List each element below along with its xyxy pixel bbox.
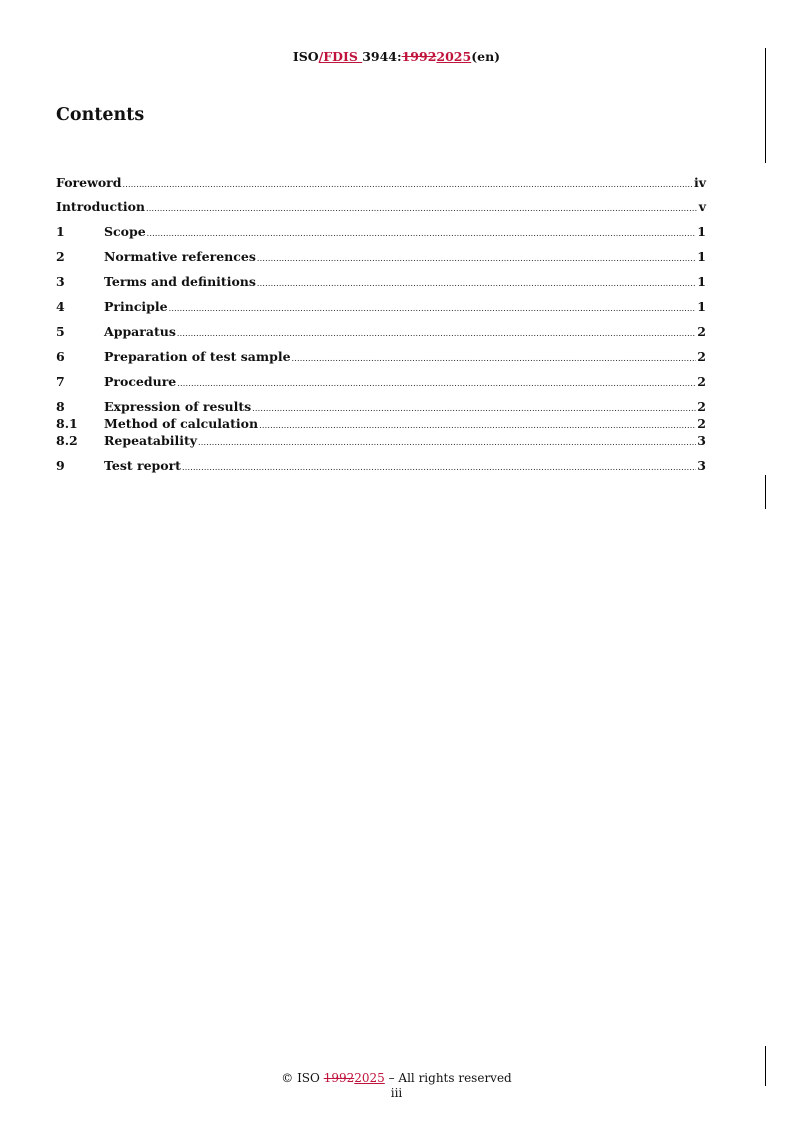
toc-number: 3 bbox=[56, 274, 65, 289]
toc-entry[interactable] bbox=[56, 274, 706, 291]
toc-page: 2 bbox=[697, 324, 706, 339]
toc-label[interactable]: Normative references bbox=[104, 249, 256, 264]
toc-page: v bbox=[698, 199, 706, 214]
header-inserted-fdis: /FDIS bbox=[318, 49, 363, 64]
footer-inserted-year: 2025 bbox=[354, 1071, 385, 1085]
toc-entry[interactable] bbox=[56, 249, 706, 266]
toc-entry[interactable] bbox=[56, 416, 706, 433]
toc-label[interactable]: Foreword bbox=[56, 175, 122, 190]
document-header bbox=[0, 49, 793, 64]
toc-entry[interactable] bbox=[56, 374, 706, 391]
toc-leader bbox=[147, 224, 697, 241]
header-inserted-year: 2025 bbox=[436, 49, 472, 64]
toc-entry[interactable] bbox=[56, 458, 706, 475]
toc-label[interactable]: Introduction bbox=[56, 199, 146, 214]
toc-entry[interactable] bbox=[56, 433, 706, 450]
header-number: 3944: bbox=[362, 49, 402, 64]
toc-number: 1 bbox=[56, 224, 65, 239]
toc-number: 7 bbox=[56, 374, 65, 389]
toc-leader bbox=[198, 433, 696, 450]
toc-entry[interactable] bbox=[56, 199, 706, 216]
toc-label[interactable]: Repeatability bbox=[104, 433, 198, 448]
toc-leader bbox=[146, 199, 698, 216]
toc-leader bbox=[177, 324, 696, 341]
change-bar bbox=[765, 48, 766, 163]
toc-entry[interactable] bbox=[56, 324, 706, 341]
toc-label[interactable]: Preparation of test sample bbox=[104, 349, 291, 364]
footer-copyright: © ISO bbox=[281, 1071, 324, 1085]
toc-label[interactable]: Terms and definitions bbox=[104, 274, 256, 289]
toc-leader bbox=[292, 349, 697, 366]
toc-leader bbox=[123, 175, 693, 192]
toc-page: 2 bbox=[697, 374, 706, 389]
toc-number: 8.2 bbox=[56, 433, 78, 448]
toc-label[interactable]: Procedure bbox=[104, 374, 177, 389]
toc-leader bbox=[177, 374, 696, 391]
toc-number: 5 bbox=[56, 324, 65, 339]
change-bar bbox=[765, 475, 766, 509]
toc-number: 2 bbox=[56, 249, 65, 264]
toc-leader bbox=[257, 274, 696, 291]
footer-rights: – All rights reserved bbox=[384, 1071, 512, 1085]
toc-number: 9 bbox=[56, 458, 65, 473]
toc-leader bbox=[259, 416, 696, 433]
document-footer bbox=[0, 1071, 793, 1101]
header-language: (en) bbox=[471, 49, 501, 64]
toc-entry[interactable] bbox=[56, 175, 706, 192]
toc-leader bbox=[169, 299, 697, 316]
toc-leader bbox=[257, 249, 696, 266]
toc-page: 2 bbox=[697, 416, 706, 431]
header-iso: ISO bbox=[292, 49, 319, 64]
page-title: Contents bbox=[56, 105, 145, 125]
toc-label[interactable]: Test report bbox=[104, 458, 181, 473]
toc-leader bbox=[182, 458, 696, 475]
toc-label[interactable]: Scope bbox=[104, 224, 146, 239]
toc-entry[interactable] bbox=[56, 399, 706, 416]
toc-page: 1 bbox=[697, 274, 706, 289]
toc-entry[interactable] bbox=[56, 224, 706, 241]
toc-page: 2 bbox=[697, 349, 706, 364]
toc-page: 1 bbox=[697, 299, 706, 314]
toc-page: 1 bbox=[697, 224, 706, 239]
header-deleted-year: 1992 bbox=[401, 49, 437, 64]
toc-page: 2 bbox=[697, 399, 706, 414]
toc-page: 3 bbox=[697, 458, 706, 473]
toc-entry[interactable] bbox=[56, 349, 706, 366]
toc-number: 4 bbox=[56, 299, 65, 314]
toc-page: 3 bbox=[697, 433, 706, 448]
toc-label[interactable]: Apparatus bbox=[104, 324, 176, 339]
toc-number: 8.1 bbox=[56, 416, 78, 431]
toc-number: 6 bbox=[56, 349, 65, 364]
toc-label[interactable]: Principle bbox=[104, 299, 168, 314]
toc-entry[interactable] bbox=[56, 299, 706, 316]
toc-page: 1 bbox=[697, 249, 706, 264]
footer-deleted-year: 1992 bbox=[323, 1071, 355, 1085]
toc-label[interactable]: Expression of results bbox=[104, 399, 252, 414]
toc-number: 8 bbox=[56, 399, 65, 414]
toc-leader bbox=[252, 399, 696, 416]
toc-label[interactable]: Method of calculation bbox=[104, 416, 259, 431]
page-number: iii bbox=[390, 1086, 403, 1100]
toc-page: iv bbox=[693, 175, 706, 190]
